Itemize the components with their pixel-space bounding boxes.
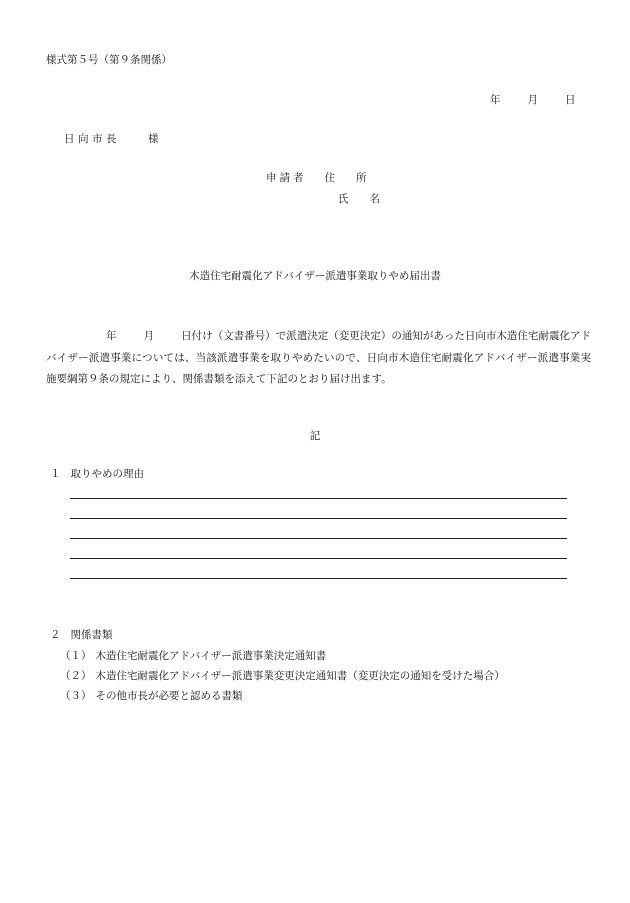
section2-title: 関係書類 — [70, 629, 113, 641]
document-item-3 — [60, 688, 243, 703]
date-line — [490, 92, 576, 107]
document-item-text: その他市長が必要と認める書類 — [95, 690, 243, 702]
section1-heading — [50, 466, 144, 481]
document-item-2 — [60, 668, 505, 683]
document-item-number: （２） — [60, 670, 92, 682]
section2-heading — [50, 627, 113, 642]
body-year: 年 — [106, 330, 117, 342]
applicant-name-row — [338, 191, 380, 206]
document-item-number: （３） — [60, 690, 92, 702]
body-paragraph — [46, 326, 591, 391]
address-label: 住 所 — [324, 172, 367, 184]
addressee: 日向市長 様 — [64, 133, 162, 145]
date-day: 日 — [565, 94, 576, 106]
reason-line-1[interactable] — [70, 498, 567, 499]
section1-title: 取りやめの理由 — [70, 468, 144, 480]
applicant-address-row — [266, 170, 367, 185]
document-item-text: 木造住宅耐震化アドバイザー派遣事業変更決定通知書（変更決定の通知を受けた場合） — [95, 670, 505, 682]
date-year: 年 — [490, 94, 501, 106]
form-number: 様式第５号（第９条関係） — [46, 54, 172, 66]
ki-heading: 記 — [309, 430, 321, 442]
section1-number: １ — [50, 468, 61, 480]
document-title: 木造住宅耐震化アドバイザー派遣事業取りやめ届出書 — [189, 270, 441, 282]
applicant-role: 申請者 — [266, 172, 307, 184]
reason-line-5[interactable] — [70, 578, 567, 579]
section2-number: ２ — [50, 629, 61, 641]
document-item-1 — [60, 648, 326, 663]
reason-line-4[interactable] — [70, 558, 567, 559]
body-text: 日付け（文書番号）で派遣決定（変更決定）の通知があった日向市木造住宅耐震化アドバイザー派遣事業については、当該派遣事業を取りやめたいので、日向市木造住宅耐震化アドバイザー派遣事業実施要綱第９条の規定により、関係書類を添えて下記のとおり届け出ます。 — [46, 330, 591, 385]
reason-line-2[interactable] — [70, 518, 567, 519]
reason-line-3[interactable] — [70, 538, 567, 539]
document-item-text: 木造住宅耐震化アドバイザー派遣事業決定通知書 — [95, 650, 327, 662]
date-month: 月 — [527, 94, 538, 106]
body-month: 月 — [143, 330, 155, 342]
name-label: 氏 名 — [338, 193, 380, 205]
document-item-number: （１） — [60, 650, 92, 662]
